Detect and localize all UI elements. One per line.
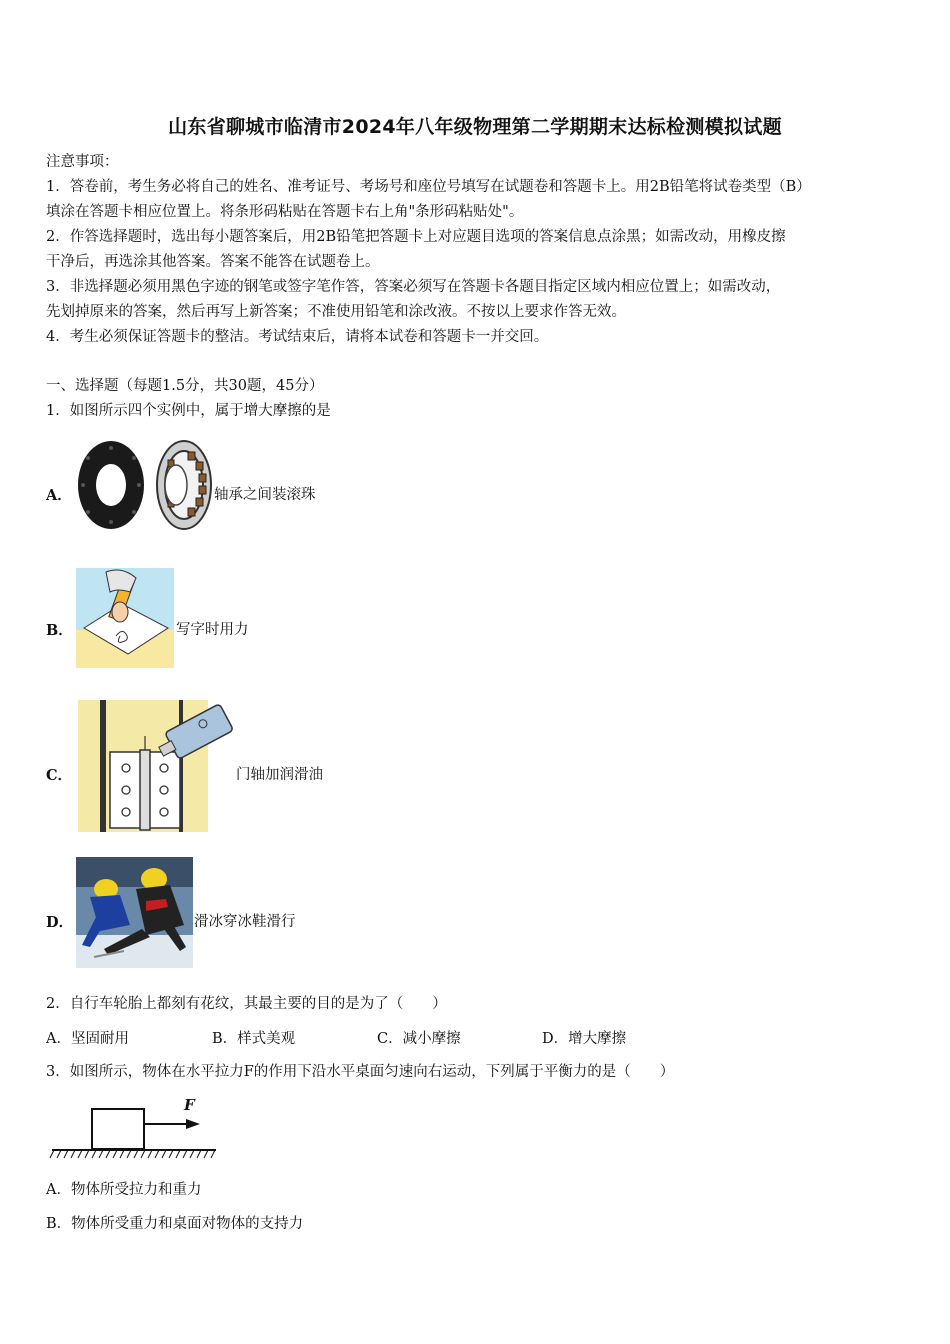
question-2-option-d: D．增大摩擦 xyxy=(542,1031,627,1047)
option-a-label: A． xyxy=(46,487,72,504)
ball-bearing-image xyxy=(76,438,214,532)
option-b-text: 写字时用力 xyxy=(176,622,249,638)
block-on-table-diagram xyxy=(48,1092,220,1168)
notice-line: 干净后，再选涂其他答案。答案不能答在试题卷上。 xyxy=(46,254,380,270)
option-d-text: 滑冰穿冰鞋滑行 xyxy=(194,914,296,930)
notice-line: 填涂在答题卡相应位置上。将条形码粘贴在答题卡右上角"条形码粘贴处"。 xyxy=(46,204,524,220)
question-2-option-c: C．减小摩擦 xyxy=(377,1031,461,1047)
option-c-text: 门轴加润滑油 xyxy=(236,767,323,783)
question-2-options xyxy=(46,1027,906,1049)
notice-line: 2．作答选择题时，选出每小题答案后，用2B铅笔把答题卡上对应题目选项的答案信息点涂黑；如需改动，用橡皮擦 xyxy=(46,229,786,245)
force-label-f: F xyxy=(184,1096,195,1114)
door-hinge-oil-image xyxy=(76,698,236,834)
notice-line: 1．答卷前，考生务必将自己的姓名、准考证号、考场号和座位号填写在试题卷和答题卡上。用2B铅笔将试卷类型（B） xyxy=(46,179,811,195)
question-1-stem: 1．如图所示四个实例中，属于增大摩擦的是 xyxy=(46,403,331,419)
question-2-option-a: A．坚固耐用 xyxy=(46,1031,129,1047)
option-c-label: C． xyxy=(46,767,73,784)
option-b-label: B． xyxy=(46,622,73,639)
speed-skaters-image xyxy=(76,857,193,968)
option-d-label: D． xyxy=(46,914,74,931)
option-a-text: 轴承之间装滚珠 xyxy=(214,487,316,503)
question-3-option-b: B．物体所受重力和桌面对物体的支持力 xyxy=(46,1216,304,1232)
page-title: 山东省聊城市临清市2024年八年级物理第二学期期末达标检测模拟试题 xyxy=(168,116,782,138)
section-heading: 一、选择题（每题1.5分，共30题，45分） xyxy=(46,378,324,394)
notice-heading: 注意事项： xyxy=(46,154,119,170)
pencil-writing-image xyxy=(76,568,174,668)
question-2-option-b: B．样式美观 xyxy=(212,1031,296,1047)
notice-line: 3．非选择题必须用黑色字迹的钢笔或签字笔作答，答案必须写在答题卡各题目指定区域内相应位置上；如需改动， xyxy=(46,279,781,295)
question-3-option-a: A．物体所受拉力和重力 xyxy=(46,1182,202,1198)
notice-line: 4．考生必须保证答题卡的整洁。考试结束后，请将本试卷和答题卡一并交回。 xyxy=(46,329,549,345)
question-3-stem: 3．如图所示，物体在水平拉力F的作用下沿水平桌面匀速向右运动，下列属于平衡力的是（ ） xyxy=(46,1064,675,1080)
question-2-stem: 2．自行车轮胎上都刻有花纹，其最主要的目的是为了（ ） xyxy=(46,996,447,1012)
notice-line: 先划掉原来的答案，然后再写上新答案；不准使用铅笔和涂改液。不按以上要求作答无效。 xyxy=(46,304,626,320)
